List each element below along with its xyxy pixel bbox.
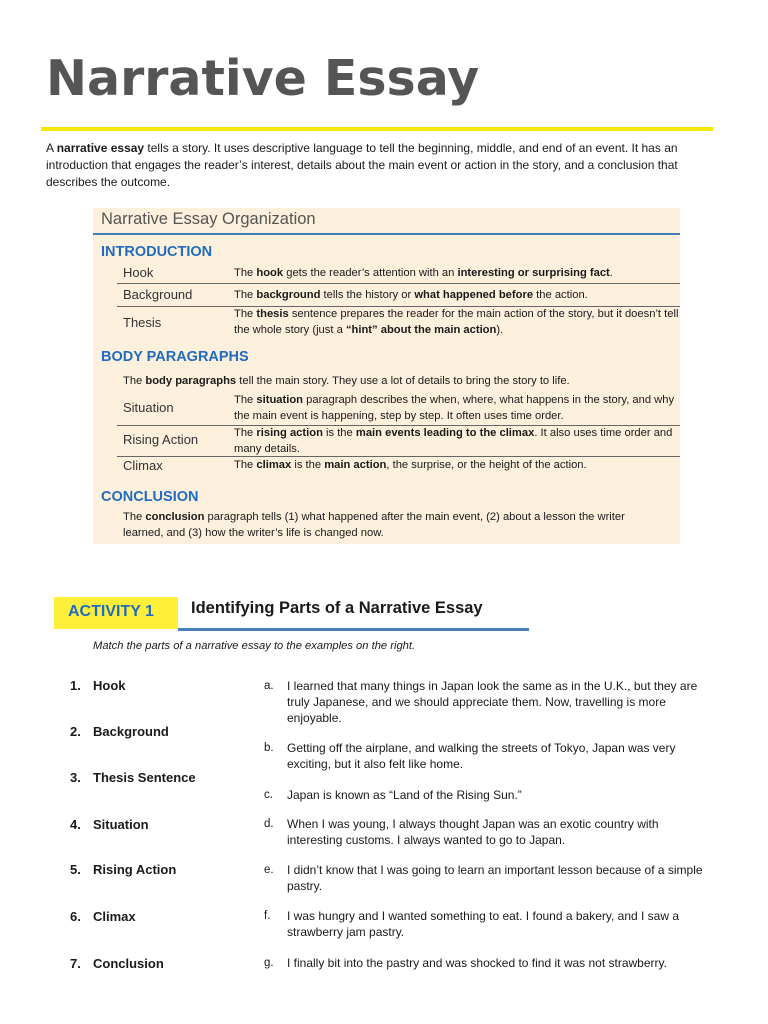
- page-title: Narrative Essay: [46, 50, 480, 107]
- body-paragraphs-description: The body paragraphs tell the main story. They use a lot of details to bring the story to life.: [123, 375, 570, 387]
- list-item: 3. Thesis Sentence: [70, 770, 196, 785]
- conclusion-description: The conclusion paragraph tells (1) what happened after the main event, (2) about a lesson the writer learned, and (3) how the writer’s life is changed now.: [123, 511, 625, 539]
- intro-text: tells a story. It uses descriptive language to tell the beginning, middle, and end of an event. It has an introduction that engages the reader’s interest, details about the main event or action in the story, and a conclusion that describes the outcome.: [46, 141, 678, 189]
- situation-term: Situation: [123, 400, 174, 415]
- activity-title-rule: [178, 628, 529, 631]
- organization-title: Narrative Essay Organization: [101, 210, 316, 228]
- title-underline: [41, 127, 713, 131]
- situation-row: [117, 392, 680, 426]
- organization-box: [93, 208, 680, 544]
- example-item: c. Japan is known as “Land of the Rising Sun.”: [264, 788, 522, 802]
- list-item: 2. Background: [70, 724, 169, 739]
- thesis-description: The thesis sentence prepares the reader for the main action of the story, but it doesn’t tell the whole story (just a “hint” about the main action).: [234, 308, 679, 336]
- list-item: 5. Rising Action: [70, 862, 177, 877]
- organization-title-rule: [93, 233, 680, 235]
- conclusion-heading: CONCLUSION: [101, 489, 199, 505]
- situation-description: The situation paragraph describes the when, where, what happens in the story, and why the main event is happening, step by step. It often uses time order.: [234, 394, 675, 422]
- list-item: 6. Climax: [70, 909, 136, 924]
- background-term: Background: [123, 287, 193, 302]
- example-item: f. I was hungry and I wanted something to eat. I found a bakery, and I saw a strawberry jam pastry.: [264, 909, 680, 939]
- example-item: d. When I was young, I always thought Japan was an exotic country with interesting customs. I always wanted to go to Japan.: [264, 817, 659, 847]
- climax-description: The climax is the main action, the surprise, or the height of the action.: [234, 459, 587, 471]
- rising-action-row: [117, 426, 680, 457]
- introduction-heading: INTRODUCTION: [101, 244, 213, 260]
- example-item: b. Getting off the airplane, and walking the streets of Tokyo, Japan was very exciting, but it also felt like home.: [264, 741, 676, 771]
- hook-row: [117, 262, 680, 284]
- activity-label: ACTIVITY 1: [68, 603, 154, 620]
- intro-bold: narrative essay: [56, 141, 145, 155]
- activity-label-tab: [54, 597, 178, 629]
- intro-paragraph: [46, 140, 718, 191]
- list-item: 7. Conclusion: [70, 956, 164, 971]
- climax-term: Climax: [123, 458, 163, 473]
- intro-text: A: [46, 141, 57, 155]
- activity-instructions: Match the parts of a narrative essay to the examples on the right.: [93, 640, 416, 652]
- rising-action-description: The rising action is the main events leading to the climax. It also uses time order and many details.: [234, 427, 673, 455]
- list-item: 4. Situation: [70, 817, 149, 832]
- rising-action-term: Rising Action: [123, 432, 199, 447]
- thesis-row: [117, 307, 680, 343]
- climax-row: [117, 457, 680, 479]
- list-item: 1. Hook: [70, 678, 126, 693]
- example-item: a. I learned that many things in Japan look the same as in the U.K., but they are truly Japanese, and we should appreciate them. Now, travelling is more enjoyable.: [264, 679, 698, 725]
- thesis-term: Thesis: [123, 315, 162, 330]
- example-item: g. I finally bit into the pastry and was shocked to find it was not strawberry.: [264, 956, 667, 970]
- hook-description: The hook gets the reader’s attention with an interesting or surprising fact.: [234, 267, 613, 279]
- hook-term: Hook: [123, 265, 154, 280]
- background-description: The background tells the history or what happened before the action.: [234, 289, 588, 301]
- activity-title: Identifying Parts of a Narrative Essay: [191, 599, 483, 617]
- body-paragraphs-heading: BODY PARAGRAPHS: [101, 349, 249, 365]
- example-item: e. I didn’t know that I was going to learn an important lesson because of a simple pastry.: [264, 863, 703, 893]
- background-row: [117, 284, 680, 307]
